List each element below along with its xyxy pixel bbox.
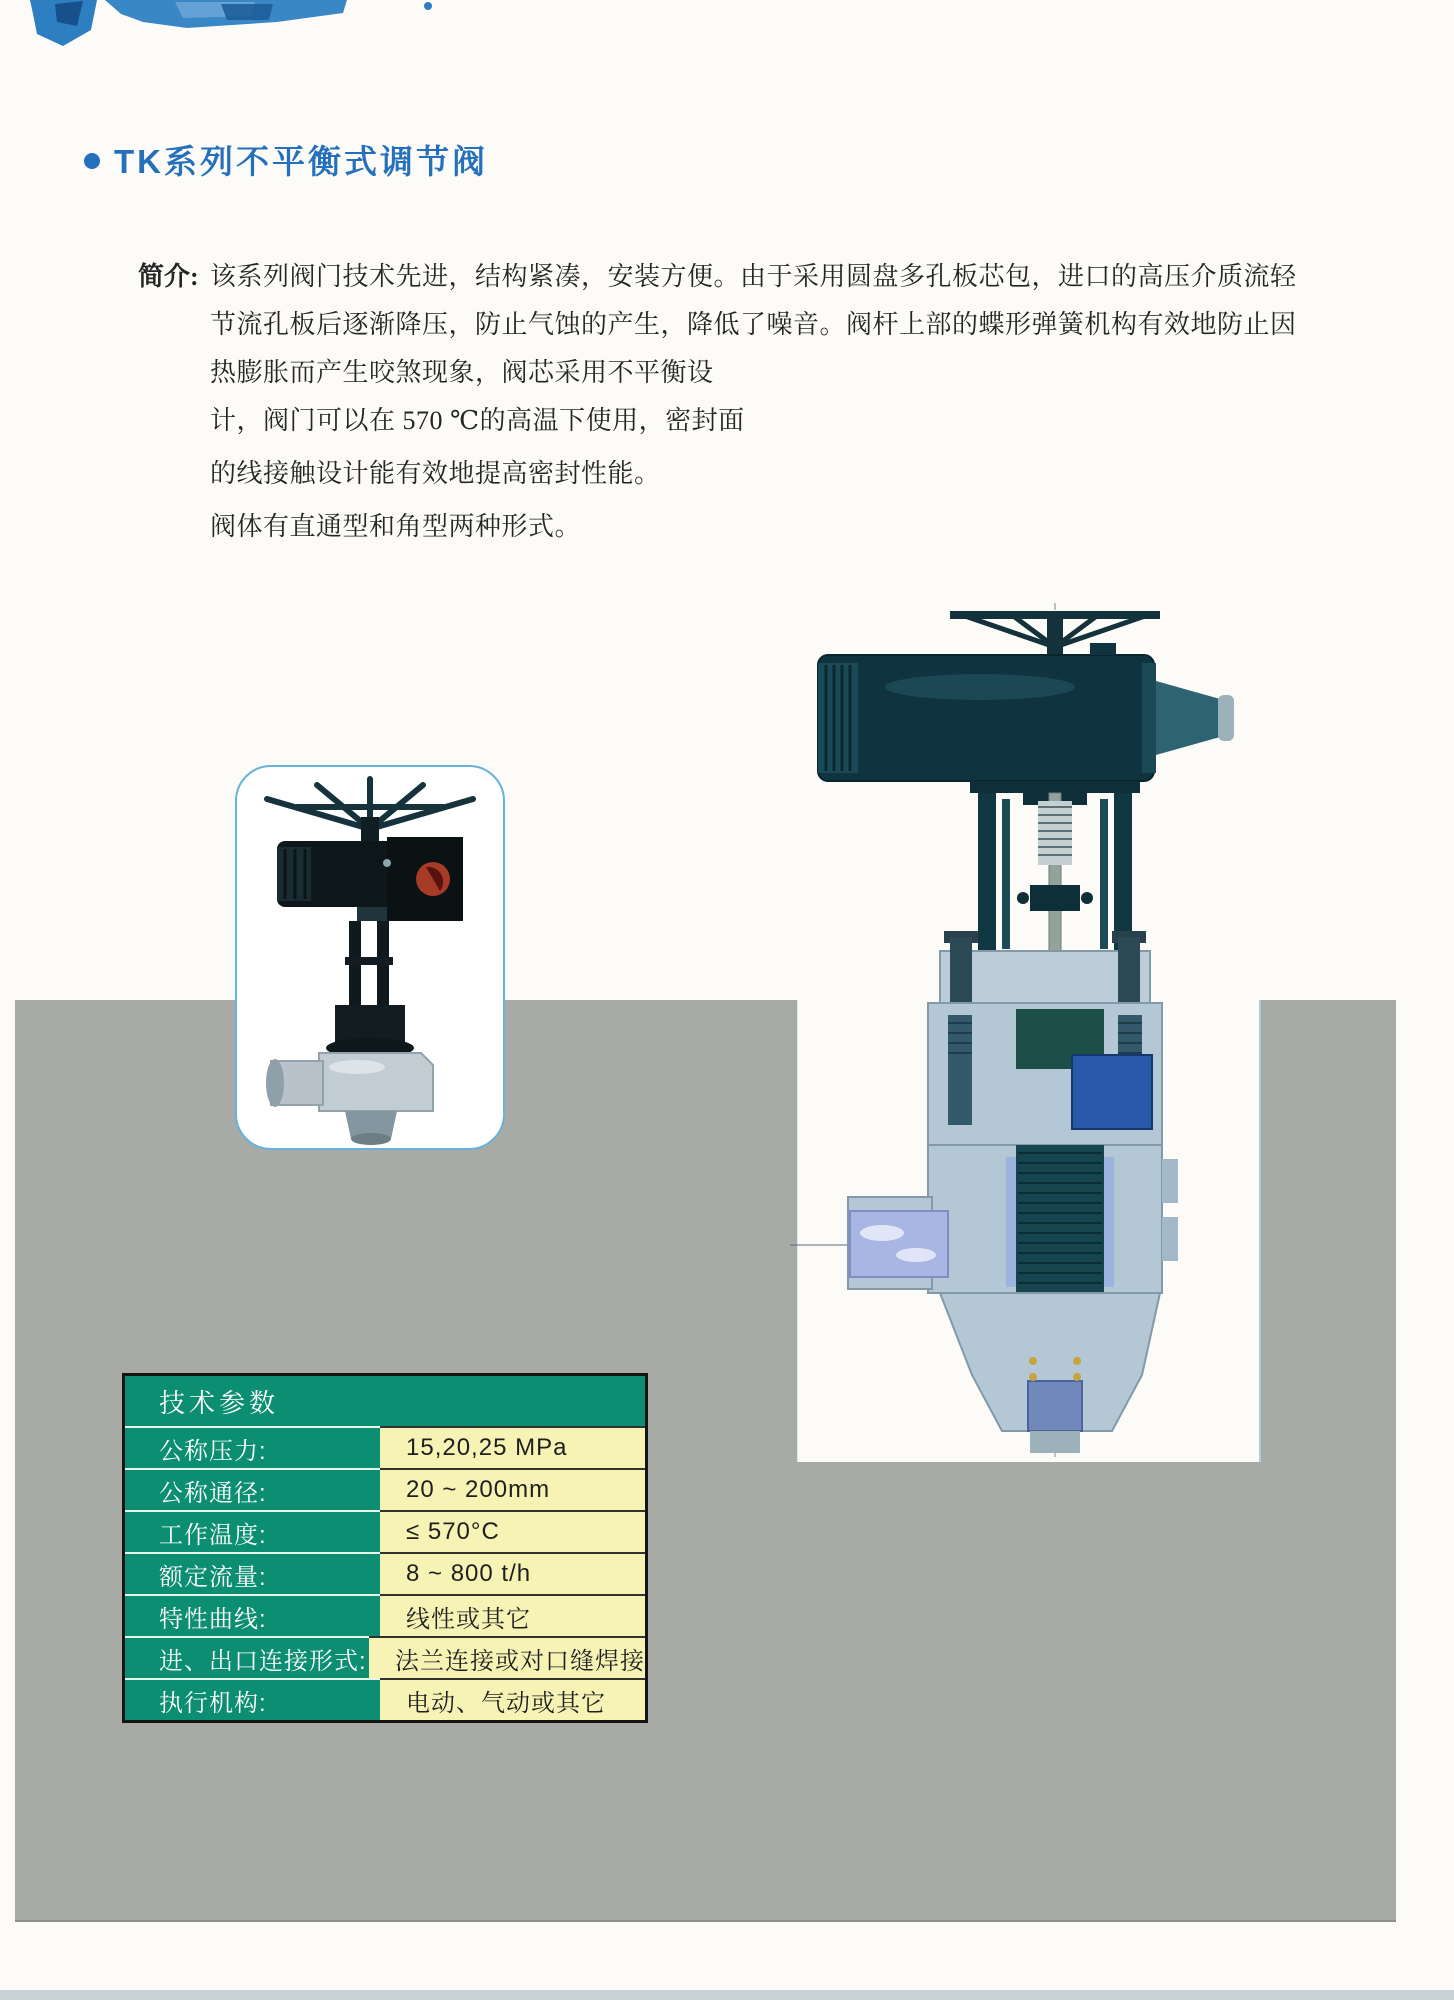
title-bullet-icon	[84, 153, 100, 169]
spec-label: 公称压力:	[125, 1426, 380, 1468]
valve-cross-section-diagram	[790, 585, 1260, 1465]
intro-line: 阀体有直通型和角型两种形式。	[210, 512, 582, 541]
spec-value: 法兰连接或对口缝焊接	[369, 1636, 645, 1678]
valve-photo-frame	[235, 765, 505, 1150]
intro-line: 的线接触设计能有效地提高密封性能。	[210, 459, 661, 488]
page-bottom-edge	[0, 1990, 1454, 2000]
spec-value: 20 ~ 200mm	[380, 1468, 645, 1510]
table-row	[125, 1594, 645, 1636]
spec-label: 进、出口连接形式:	[125, 1636, 369, 1678]
spec-label: 公称通径:	[125, 1468, 380, 1510]
spec-table-header: 技术参数	[125, 1376, 645, 1426]
table-row	[125, 1426, 645, 1468]
page-title: TK系列不平衡式调节阀	[114, 143, 488, 180]
intro-line: 计，阀门可以在 570 ℃的高温下使用，密封面	[210, 406, 745, 435]
spec-value: ≤ 570°C	[380, 1510, 645, 1552]
intro-line: 节流孔板后逐渐降压，防止气蚀的产生，降低了噪音。阀杆上部的蝶形弹簧机构有效地防止因	[210, 310, 1297, 339]
scan-artifact	[25, 0, 445, 52]
spec-value: 8 ~ 800 t/h	[380, 1552, 645, 1594]
table-row	[125, 1468, 645, 1510]
spec-value: 线性或其它	[380, 1594, 645, 1636]
spec-label: 特性曲线:	[125, 1594, 380, 1636]
intro-line: 该系列阀门技术先进，结构紧凑，安装方便。由于采用圆盘多孔板芯包，进口的高压介质流轻	[210, 262, 1297, 291]
table-row	[125, 1636, 645, 1678]
spec-value: 15,20,25 MPa	[380, 1426, 645, 1468]
spec-table	[122, 1373, 648, 1723]
intro-label: 简介:	[138, 262, 199, 291]
table-row	[125, 1552, 645, 1594]
spec-label: 额定流量:	[125, 1552, 380, 1594]
intro-line: 热膨胀而产生咬煞现象，阀芯采用不平衡设	[210, 358, 714, 387]
spec-value: 电动、气动或其它	[380, 1678, 645, 1720]
spec-label: 执行机构:	[125, 1678, 380, 1720]
table-row	[125, 1510, 645, 1552]
small-valve-photo	[237, 767, 503, 1148]
spec-label: 工作温度:	[125, 1510, 380, 1552]
table-row	[125, 1678, 645, 1720]
